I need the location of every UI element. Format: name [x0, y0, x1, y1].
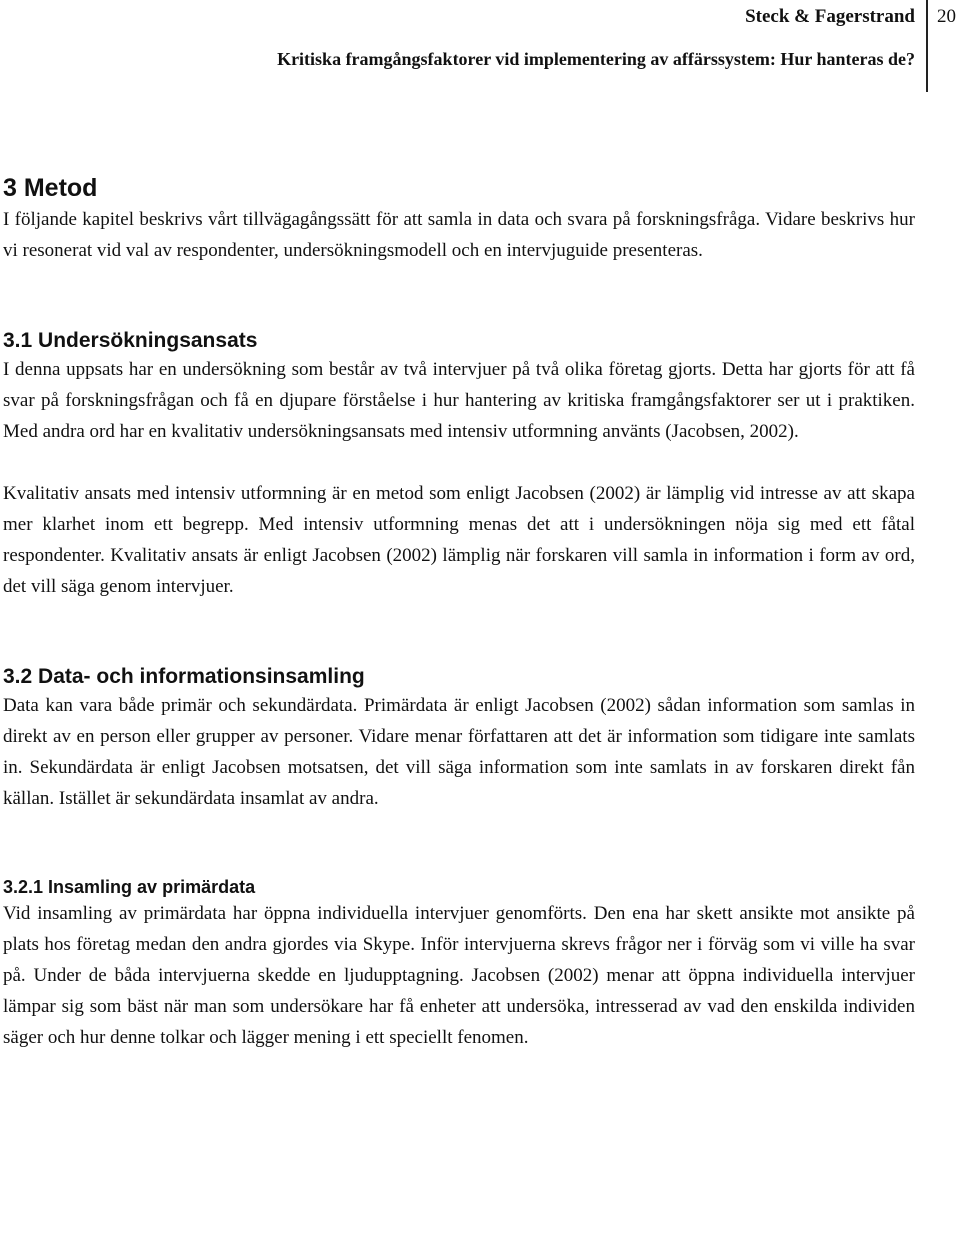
section-heading-3-2: 3.2 Data- och informationsinsamling	[3, 665, 365, 688]
authors: Steck & Fagerstrand	[745, 6, 915, 27]
section-paragraph-3: I följande kapitel beskrivs vårt tillvägagångssätt för att samla in data och svara på forskningsfråga. Vidare beskrivs hur vi resonerat vid val av respondenter, undersökningsmodell och en intervjuguide presenteras.	[3, 209, 915, 261]
section-heading-3-1: 3.1 Undersökningsansats	[3, 329, 258, 352]
page-header	[0, 0, 960, 92]
section-paragraph-3-1-a: I denna uppsats har en undersökning som består av två intervjuer på två olika företag gjorts. Detta har gjorts för att få svar på forskningsfrågan och få en djupare förståelse i hur hantering av kritiska framgångsfaktorer ser ut i praktiken. Med andra ord har en kvalitativ undersökningsansats med intensiv utformning använts (Jacobsen, 2002).	[3, 359, 915, 442]
document-body	[3, 172, 915, 1053]
thesis-title: Kritiska framgångsfaktorer vid implementering av affärssystem: Hur hanteras de?	[277, 49, 915, 69]
page-number: 20	[937, 6, 956, 27]
header-divider	[926, 0, 928, 92]
section-paragraph-3-2-1: Vid insamling av primärdata har öppna individuella intervjuer genomförts. Den ena har skett ansikte mot ansikte på plats hos företag medan den andra gjordes via Skype. Inför intervjuerna skrevs frågor ner i förväg som vi ville ha svar på. Under de båda intervjuerna skedde en ljudupptagning. Jacobsen (2002) menar att öppna individuella intervjuer lämpar sig som bäst när man som undersökare har få enheter att undersöka, intresserad av vad den enskilda individen säger och hur denne tolkar och lägger mening i ett speciellt fenomen.	[3, 903, 915, 1048]
section-heading-3-2-1: 3.2.1 Insamling av primärdata	[3, 877, 256, 897]
section-paragraph-3-1-b: Kvalitativ ansats med intensiv utformning är en metod som enligt Jacobsen (2002) är lämplig vid intresse av att skapa mer klarhet inom ett begrepp. Med intensiv utformning menas det att i undersökningen nöja sig med ett fåtal respondenter. Kvalitativ ansats är enligt Jacobsen (2002) lämplig när forskaren vill samla in information i form av ord, det vill säga genom intervjuer.	[3, 483, 915, 597]
section-paragraph-3-2: Data kan vara både primär och sekundärdata. Primärdata är enligt Jacobsen (2002) sådan information som samlas in direkt av en person eller grupper av personer. Vidare menar författaren att det är information som tidigare inte samlats in. Sekundärdata är enligt Jacobsen motsatsen, det vill säga information som inte samlats in av forskaren direkt fån källan. Istället är sekundärdata insamlat av andra.	[3, 695, 915, 809]
section-heading-3: 3 Metod	[3, 174, 98, 202]
